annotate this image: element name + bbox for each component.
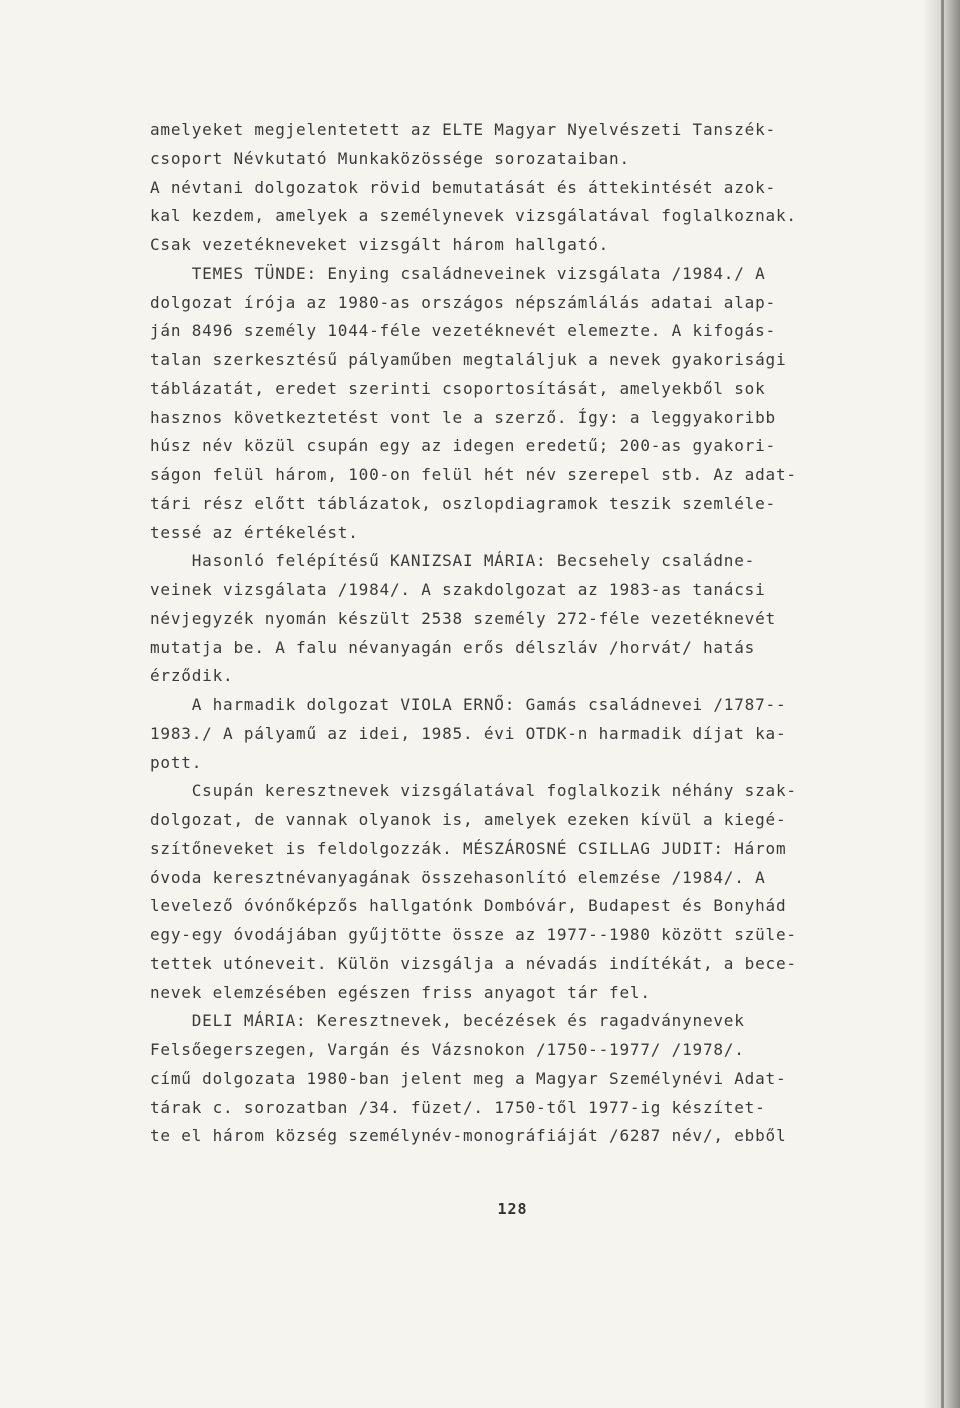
- text-line: ján 8496 személy 1044-féle vezetéknevét elemezte. A kifogás-: [150, 321, 776, 341]
- text-line: A névtani dolgozatok rövid bemutatását és áttekintését azok-: [150, 177, 776, 197]
- text-line: dolgozat írója az 1980-as országos népszámlálás adatai alap-: [150, 292, 776, 312]
- text-line: című dolgozata 1980-ban jelent meg a Magyar Személynévi Adat-: [150, 1068, 787, 1088]
- text-line: óvoda keresztnévanyagának összehasonlító elemzése /1984/. A: [150, 867, 766, 887]
- text-line: csoport Névkutató Munkaközössége sorozataiban.: [150, 148, 630, 168]
- text-line: egy-egy óvodájában gyűjtötte össze az 1977--1980 között szüle-: [150, 925, 797, 944]
- text-line: tári rész előtt táblázatok, oszlopdiagramok teszik szemléle-: [150, 493, 776, 513]
- text-line: hasznos következtetést vont le a szerző. Így: a leggyakoribb: [150, 407, 776, 427]
- text-line: táblázatát, eredet szerinti csoportosítását, amelyekből sok: [150, 378, 766, 398]
- text-line: veinek vizsgálata /1984/. A szakdolgozat az 1983-as tanácsi: [150, 580, 766, 599]
- page-number: 128: [497, 1200, 528, 1218]
- text-line: kal kezdem, amelyek a személynevek vizsgálatával foglalkoznak.: [150, 206, 797, 226]
- text-line: levelező óvónőképzős hallgatónk Dombóvár, Budapest és Bonyhád: [150, 896, 787, 916]
- text-line: Hasonló felépítésű KANIZSAI MÁRIA: Becsehely családne-: [150, 551, 756, 571]
- text-line: te el három község személynév-monográfiáját /6287 név/, ebből: [150, 1126, 787, 1146]
- text-line: ságon felül három, 100-on felül hét név szerepel stb. Az adat-: [150, 465, 797, 484]
- body-text: [150, 116, 910, 1151]
- text-line: DELI MÁRIA: Keresztnevek, becézések és ragadványnevek: [150, 1011, 745, 1031]
- text-line: Csupán keresztnevek vizsgálatával foglalkozik néhány szak-: [150, 781, 797, 801]
- text-line: érződik.: [150, 666, 234, 686]
- text-line: 1983./ A pályamű az idei, 1985. évi OTDK-n harmadik díjat ka-: [150, 723, 787, 743]
- text-line: A harmadik dolgozat VIOLA ERNŐ: Gamás családnevei /1787--: [150, 695, 787, 714]
- text-line: dolgozat, de vannak olyanok is, amelyek ezeken kívül a kiegé-: [150, 810, 787, 829]
- text-line: amelyeket megjelentetett az ELTE Magyar Nyelvészeti Tanszék-: [150, 120, 776, 139]
- text-line: Csak vezetékneveket vizsgált három hallgató.: [150, 235, 610, 254]
- text-line: szítőneveket is feldolgozzák. MÉSZÁROSNÉ CSILLAG JUDIT: Három: [150, 838, 787, 858]
- text-line: névjegyzék nyomán készült 2538 személy 272-féle vezetéknevét: [150, 608, 776, 628]
- text-line: Felsőegerszegen, Vargán és Vázsnokon /1750--1977/ /1978/.: [150, 1040, 745, 1059]
- text-line: tessé az értékelést.: [150, 522, 359, 542]
- text-line: tárak c. sorozatban /34. füzet/. 1750-től 1977-ig készítet-: [150, 1097, 766, 1117]
- page-edge-line: [941, 0, 944, 1408]
- text-line: tettek utóneveit. Külön vizsgálja a névadás indítékát, a bece-: [150, 953, 797, 973]
- text-line: TEMES TÜNDE: Enying családneveinek vizsgálata /1984./ A: [150, 263, 766, 283]
- text-line: húsz név közül csupán egy az idegen eredetű; 200-as gyakori-: [150, 436, 776, 456]
- text-line: pott.: [150, 752, 203, 772]
- text-line: talan szerkesztésű pályaműben megtaláljuk a nevek gyakorisági: [150, 350, 787, 369]
- text-line: mutatja be. A falu névanyagán erős délszláv /horvát/ hatás: [150, 637, 756, 657]
- text-line: nevek elemzésében egészen friss anyagot tár fel.: [150, 982, 651, 1002]
